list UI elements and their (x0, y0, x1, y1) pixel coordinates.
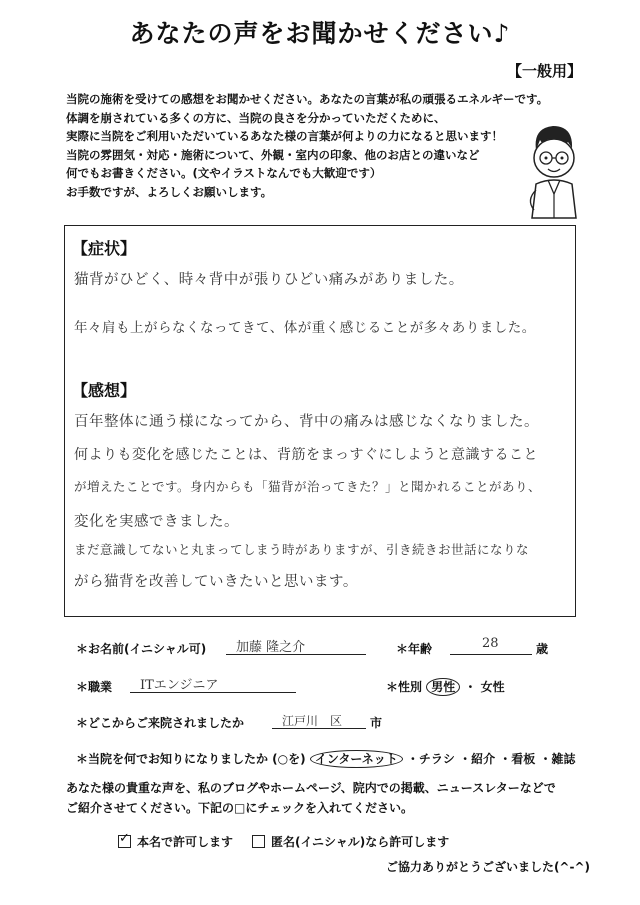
intro-line: 当院の施術を受けての感想をお聞かせください。あなたの言葉が私の頑張るエネルギーです。 (66, 92, 549, 106)
name-value[interactable]: 加藤 隆之介 (236, 640, 306, 655)
symptoms-heading: 【症状】 (72, 239, 137, 258)
impressions-line: 変化を実感できました。 (74, 514, 239, 530)
impressions-line: 何よりも変化を感じたことは、背筋をまっすぐにしようと意識すること (74, 447, 538, 463)
age-label: ＊年齢 (396, 642, 433, 656)
job-underline (130, 692, 296, 693)
anonymous-label: 匿名(イニシャル)なら許可します (271, 835, 450, 849)
from-underline (272, 728, 366, 729)
impressions-line: がら猫背を改善していきたいと思います。 (74, 574, 358, 590)
impressions-line: が増えたことです。身内からも「猫背が治ってきた？」と聞かれることがあり、 (74, 479, 542, 494)
intro-line: 体調を崩されている多くの方に、当院の良さを分かっていただくために、 (66, 110, 446, 125)
from-unit: 市 (370, 716, 383, 730)
permission-real-name[interactable] (118, 833, 233, 850)
doctor-mascot-illustration (518, 120, 588, 220)
from-value[interactable]: 江戸川 区 (282, 714, 343, 728)
source-field (76, 750, 575, 767)
real-name-label: 本名で許可します (137, 835, 234, 849)
intro-line: 実際に当院をご利用いただいているあなた様の言葉が何よりの力になると思います！ (66, 129, 503, 143)
name-underline (226, 654, 366, 655)
impressions-heading: 【感想】 (72, 381, 137, 400)
thanks-message: ご協力ありがとうございました(^-^) (385, 860, 590, 874)
outro-text (66, 778, 596, 818)
intro-line: 当院の雰囲気・対応・施術について、外観・室内の印象、他のお店との違いなど (66, 147, 480, 162)
outro-line: あなた様の貴重な声を、私のブログやホームページ、院内での掲載、ニュースレターなどで (66, 781, 556, 795)
job-label: ＊職業 (76, 680, 113, 694)
impressions-line: まだ意識してないと丸まってしまう時がありますが、引き続きお世話になりな (74, 542, 530, 557)
outro-line: ご紹介させてください。下記の□にチェックを入れてください。 (66, 801, 413, 815)
age-value[interactable]: 28 (482, 636, 499, 651)
permission-anonymous[interactable] (252, 833, 449, 850)
real-name-checkbox[interactable] (118, 831, 131, 848)
job-value[interactable]: ITエンジニア (140, 678, 219, 693)
symptoms-line: 猫背がひどく、時々背中が張りひどい痛みがありました。 (74, 272, 464, 288)
from-label: ＊どこからご来院されましたか (76, 716, 245, 730)
name-label: ＊お名前(イニシャル可) (76, 642, 207, 656)
gender-separator: ・ (464, 680, 477, 694)
symptoms-line: 年々肩も上がらなくなってきて、体が重く感じることが多々ありました。 (74, 320, 536, 336)
gender-field (386, 678, 505, 695)
gender-label: ＊性別 (386, 680, 423, 694)
page-title: あなたの声をお聞かせください♪ (129, 19, 511, 48)
anonymous-checkbox[interactable] (252, 835, 265, 848)
gender-male-option[interactable]: 男性 (426, 678, 460, 696)
intro-line: 何でもお書きください。(文やイラストなんでも大歓迎です） (66, 166, 382, 180)
gender-female-option[interactable]: 女性 (480, 680, 505, 694)
source-internet-option[interactable]: インターネット (310, 750, 403, 768)
intro-line: お手数ですが、よろしくお願いします。 (66, 184, 273, 199)
form-type-label: 【一般用】 (506, 62, 582, 80)
impressions-line: 百年整体に通う様になってから、背中の痛みは感じなくなりました。 (74, 414, 539, 430)
check-mark-icon: ✓ (119, 831, 130, 846)
age-unit: 歳 (536, 642, 549, 656)
intro-text (66, 90, 549, 201)
source-other-options: ・チラシ ・紹介 ・看板 ・雑誌 (406, 752, 576, 766)
age-underline (450, 654, 532, 655)
source-label: ＊当院を何でお知りになりましたか (○を) (76, 752, 306, 766)
